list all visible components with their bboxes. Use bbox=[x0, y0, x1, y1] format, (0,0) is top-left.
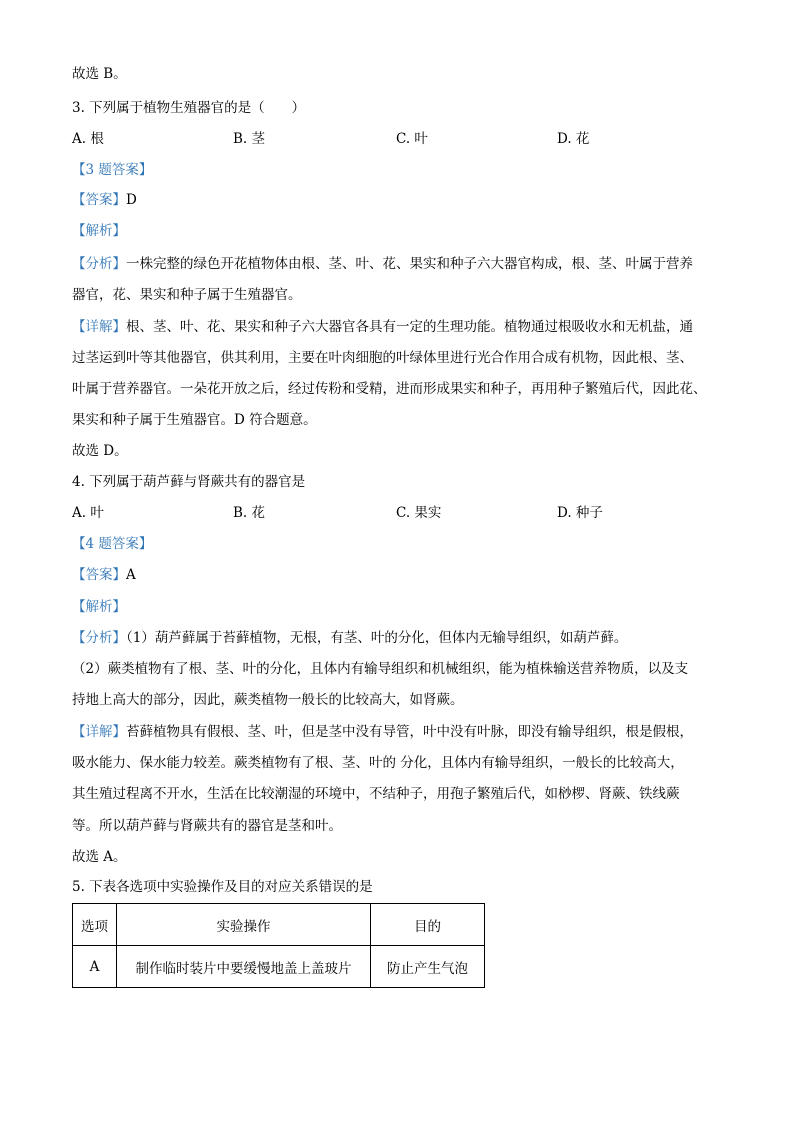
q5-header-option: 选项 bbox=[73, 904, 117, 946]
q5-table bbox=[72, 903, 485, 988]
q5-row-a-operation: 制作临时装片中要缓慢地盖上盖玻片 bbox=[117, 946, 371, 988]
q3-xiangjie-line-3: 叶属于营养器官。一朵花开放之后，经过传粉和受精，进而形成果实和种子，再用种子繁殖后代，因此花、 bbox=[72, 381, 707, 397]
q4-xiangjie-line-4: 等。所以葫芦藓与肾蕨共有的器官是茎和叶。 bbox=[72, 818, 342, 834]
q3-option-c: C. 叶 bbox=[396, 131, 428, 147]
q5-header-purpose: 目的 bbox=[371, 904, 485, 946]
q3-fenxi-tag: 【分析】 bbox=[72, 256, 126, 272]
q3-conclusion: 故选 D。 bbox=[72, 443, 128, 459]
q5-row-a-option: A bbox=[73, 946, 117, 988]
q5-table-header-row bbox=[73, 904, 485, 946]
q4-xiangjie-line-1 bbox=[72, 721, 693, 743]
q4-conclusion: 故选 A。 bbox=[72, 849, 127, 865]
q5-header-operation: 实验操作 bbox=[117, 904, 371, 946]
q4-xiangjie-line-3: 其生殖过程离不开水，生活在比较潮湿的环境中，不结种子，用孢子繁殖后代，如桫椤、肾蕨、铁线蕨 bbox=[72, 786, 680, 802]
q4-xiangjie-tag: 【详解】 bbox=[72, 724, 126, 740]
q4-fenxi-line-2: （2）蕨类植物有了根、茎、叶的分化，且体内有输导组织和机械组织，能为植株输送营养物质，以及支 bbox=[72, 661, 689, 677]
q3-fenxi-line-1 bbox=[72, 253, 693, 275]
q3-answer-value: D bbox=[126, 192, 137, 208]
q4-fenxi-tag: 【分析】 bbox=[72, 630, 126, 646]
q3-fenxi-text-1: 一株完整的绿色开花植物体由根、茎、叶、花、果实和种子六大器官构成，根、茎、叶属于营养 bbox=[126, 256, 693, 272]
q4-answer-section-tag: 【4 题答案】 bbox=[72, 536, 153, 552]
q4-answer-tag: 【答案】 bbox=[72, 567, 126, 583]
q3-option-d: D. 花 bbox=[557, 131, 590, 147]
q4-option-d: D. 种子 bbox=[557, 505, 603, 521]
q3-jiexi-tag: 【解析】 bbox=[72, 223, 126, 239]
q3-xiangjie-line-4: 果实和种子属于生殖器官。D 符合题意。 bbox=[72, 412, 317, 428]
q3-fenxi-line-2: 器官，花、果实和种子属于生殖器官。 bbox=[72, 287, 302, 303]
prev-conclusion: 故选 B。 bbox=[72, 66, 127, 82]
q3-option-a: A. 根 bbox=[72, 131, 104, 147]
q4-answer-value: A bbox=[126, 567, 136, 583]
q4-xiangjie-text-1: 苔藓植物具有假根、茎、叶，但是茎中没有导管，叶中没有叶脉，即没有输导组织，根是假根， bbox=[126, 724, 693, 740]
q4-xiangjie-line-2: 吸水能力、保水能力较差。蕨类植物有了根、茎、叶的 分化，且体内有输导组织，一般长的比较高大， bbox=[72, 755, 684, 771]
q4-option-b: B. 花 bbox=[233, 505, 266, 521]
q3-xiangjie-line-1 bbox=[72, 316, 693, 338]
q4-option-a: A. 叶 bbox=[72, 505, 104, 521]
q3-answer-section-tag: 【3 题答案】 bbox=[72, 162, 153, 178]
q4-option-c: C. 果实 bbox=[396, 505, 442, 521]
q4-fenxi-line-1 bbox=[72, 627, 627, 649]
q3-stem: 3. 下列属于植物生殖器官的是（ ） bbox=[72, 100, 306, 116]
q3-xiangjie-tag: 【详解】 bbox=[72, 319, 126, 335]
q4-jiexi-tag: 【解析】 bbox=[72, 599, 126, 615]
q4-answer-line bbox=[72, 564, 136, 586]
q3-option-b: B. 茎 bbox=[233, 131, 266, 147]
q3-answer-line bbox=[72, 189, 137, 211]
q5-stem: 5. 下表各选项中实验操作及目的对应关系错误的是 bbox=[72, 879, 373, 895]
q4-stem: 4. 下列属于葫芦藓与肾蕨共有的器官是 bbox=[72, 474, 306, 490]
q3-xiangjie-line-2: 过茎运到叶等其他器官，供其利用，主要在叶肉细胞的叶绿体里进行光合作用合成有机物，因此根、茎、 bbox=[72, 350, 693, 366]
q5-row-a-purpose: 防止产生气泡 bbox=[371, 946, 485, 988]
table-row bbox=[73, 946, 485, 988]
q3-xiangjie-text-1: 根、茎、叶、花、果实和种子六大器官各具有一定的生理功能。植物通过根吸收水和无机盐，通 bbox=[126, 319, 693, 335]
q3-answer-tag: 【答案】 bbox=[72, 192, 126, 208]
q4-fenxi-line-3: 持地上高大的部分，因此，蕨类植物一般长的比较高大，如肾蕨。 bbox=[72, 692, 464, 708]
q4-fenxi-text-1: （1）葫芦藓属于苔藓植物，无根，有茎、叶的分化，但体内无输导组织，如葫芦藓。 bbox=[126, 630, 628, 646]
